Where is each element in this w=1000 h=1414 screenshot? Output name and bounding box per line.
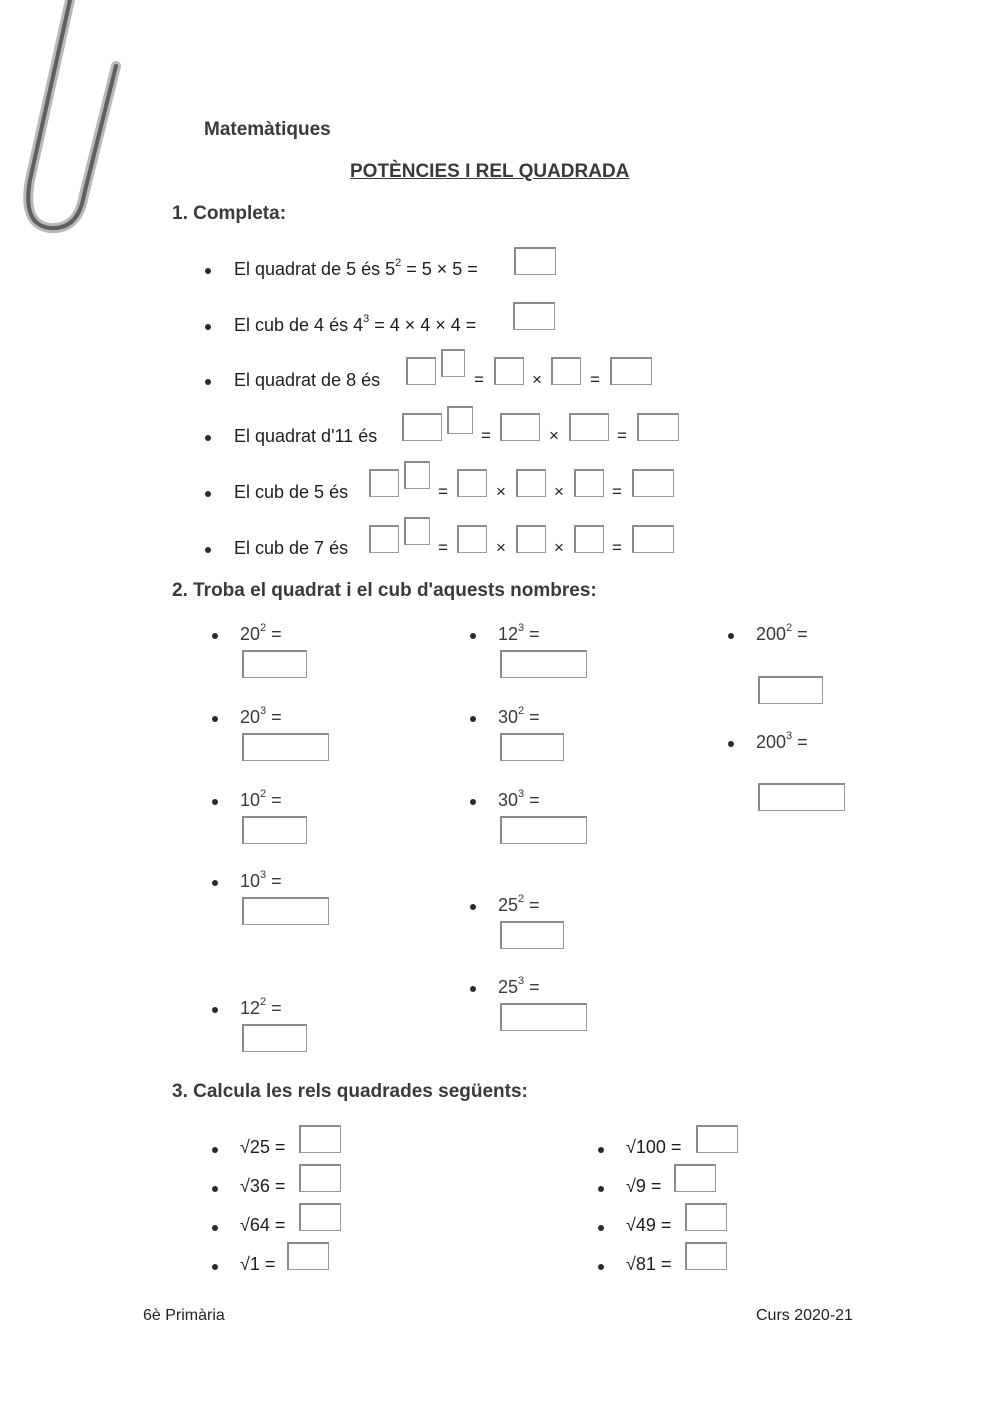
s2-item-30-squared: $30^2$ = [498, 705, 540, 727]
answer-box[interactable] [242, 816, 307, 844]
answer-box[interactable] [242, 733, 329, 761]
bullet [470, 799, 476, 805]
answer-box[interactable] [500, 650, 587, 678]
answer-box[interactable] [242, 650, 307, 678]
exponent-box[interactable] [404, 461, 430, 489]
bullet [470, 986, 476, 992]
bullet [598, 1186, 604, 1192]
answer-box[interactable] [514, 247, 556, 275]
equals-sign: = [590, 370, 600, 389]
s2-item-20-squared: $20^2$ = [240, 622, 282, 644]
s2-item-25-cubed: $25^3$ = [498, 975, 540, 997]
s3-item-sqrt49: √49 = [626, 1215, 672, 1235]
answer-box[interactable] [637, 413, 679, 441]
s2-item-12-squared: $12^2$ = [240, 996, 282, 1018]
equals-sign: = [481, 426, 491, 445]
exponent-box[interactable] [404, 517, 430, 545]
bullet [598, 1264, 604, 1270]
section-2-heading: 2. Troba el quadrat i el cub d'aquests nombres: [172, 580, 597, 601]
bullet [212, 633, 218, 639]
factor-box[interactable] [574, 469, 604, 497]
factor-box[interactable] [494, 357, 524, 385]
answer-box[interactable] [513, 302, 555, 330]
times-sign: × [532, 370, 542, 389]
footer-grade: 6è Primària [143, 1307, 225, 1324]
s3-item-sqrt64: √64 = [240, 1215, 286, 1235]
base-box[interactable] [406, 357, 436, 385]
bullet [205, 547, 211, 553]
s2-item-10-squared: $10^2$ = [240, 788, 282, 810]
s1-item-3: El quadrat de 8 és [234, 370, 381, 390]
answer-box[interactable] [299, 1203, 341, 1231]
bullet [212, 1225, 218, 1231]
answer-box[interactable] [500, 733, 564, 761]
s1-item-2: El cub de 4 és $4^3 = 4 \times 4 \times 4$ = [234, 313, 477, 335]
answer-box[interactable] [242, 1024, 307, 1052]
answer-box[interactable] [696, 1125, 738, 1153]
bullet [212, 1147, 218, 1153]
bullet [205, 324, 211, 330]
times-sign: × [549, 426, 559, 445]
times-sign: × [496, 482, 506, 501]
subject-label: Matemàtiques [204, 119, 331, 140]
s2-item-10-cubed: $10^3$ = [240, 869, 282, 891]
paper-clip-icon [0, 0, 140, 250]
s3-item-sqrt81: √81 = [626, 1254, 672, 1274]
section-3-heading: 3. Calcula les rels quadrades següents: [172, 1081, 528, 1102]
answer-box[interactable] [674, 1164, 716, 1192]
exponent-box[interactable] [447, 406, 473, 434]
bullet [728, 741, 734, 747]
bullet [205, 435, 211, 441]
answer-box[interactable] [685, 1203, 727, 1231]
answer-box[interactable] [242, 897, 329, 925]
answer-box[interactable] [500, 1003, 587, 1031]
answer-box[interactable] [685, 1242, 727, 1270]
equals-sign: = [617, 426, 627, 445]
bullet [598, 1147, 604, 1153]
answer-box[interactable] [287, 1242, 329, 1270]
s3-item-sqrt1: √1 = [240, 1254, 276, 1274]
times-sign: × [554, 538, 564, 557]
s2-item-30-cubed: $30^3$ = [498, 788, 540, 810]
bullet [212, 880, 218, 886]
bullet [212, 799, 218, 805]
factor-box[interactable] [500, 413, 540, 441]
factor-box[interactable] [516, 469, 546, 497]
factor-box[interactable] [569, 413, 609, 441]
bullet [205, 491, 211, 497]
bullet [212, 1007, 218, 1013]
factor-box[interactable] [516, 525, 546, 553]
answer-box[interactable] [758, 676, 823, 704]
answer-box[interactable] [500, 816, 587, 844]
factor-box[interactable] [457, 525, 487, 553]
answer-box[interactable] [632, 525, 674, 553]
bullet [205, 268, 211, 274]
bullet [598, 1225, 604, 1231]
bullet [205, 379, 211, 385]
s3-item-sqrt100: √100 = [626, 1137, 682, 1157]
section-1-heading: 1. Completa: [172, 203, 287, 224]
s2-item-20-cubed: $20^3$ = [240, 705, 282, 727]
s2-item-25-squared: $25^2$ = [498, 893, 540, 915]
bullet [728, 633, 734, 639]
bullet [470, 904, 476, 910]
answer-box[interactable] [758, 783, 845, 811]
s3-item-sqrt9: √9 = [626, 1176, 662, 1196]
page-title: POTÈNCIES I REL QUADRADA [350, 161, 630, 182]
s2-item-200-cubed: $200^3$ = [756, 730, 808, 752]
equals-sign: = [612, 538, 622, 557]
times-sign: × [496, 538, 506, 557]
answer-box[interactable] [299, 1125, 341, 1153]
s3-item-sqrt36: √36 = [240, 1176, 286, 1196]
footer-course: Curs 2020-21 [756, 1307, 853, 1324]
answer-box[interactable] [500, 921, 564, 949]
base-box[interactable] [369, 525, 399, 553]
s1-item-5: El cub de 5 és [234, 482, 349, 502]
bullet [212, 716, 218, 722]
base-box[interactable] [402, 413, 442, 441]
bullet [212, 1186, 218, 1192]
factor-box[interactable] [551, 357, 581, 385]
bullet [212, 1264, 218, 1270]
equals-sign: = [474, 370, 484, 389]
base-box[interactable] [369, 469, 399, 497]
equals-sign: = [438, 482, 448, 501]
exponent-box[interactable] [441, 349, 465, 377]
times-sign: × [554, 482, 564, 501]
s3-item-sqrt25: √25 = [240, 1137, 286, 1157]
s1-item-4: El quadrat d'11 és [234, 426, 378, 446]
equals-sign: = [438, 538, 448, 557]
bullet [470, 633, 476, 639]
s1-item-1: El quadrat de 5 és $5^2 = 5 \times 5$ = [234, 257, 478, 279]
answer-box[interactable] [632, 469, 674, 497]
s1-item-6: El cub de 7 és [234, 538, 349, 558]
s2-item-200-squared: $200^2$ = [756, 622, 808, 644]
factor-box[interactable] [574, 525, 604, 553]
bullet [470, 716, 476, 722]
equals-sign: = [612, 482, 622, 501]
answer-box[interactable] [610, 357, 652, 385]
s2-item-12-cubed: $12^3$ = [498, 622, 540, 644]
answer-box[interactable] [299, 1164, 341, 1192]
factor-box[interactable] [457, 469, 487, 497]
